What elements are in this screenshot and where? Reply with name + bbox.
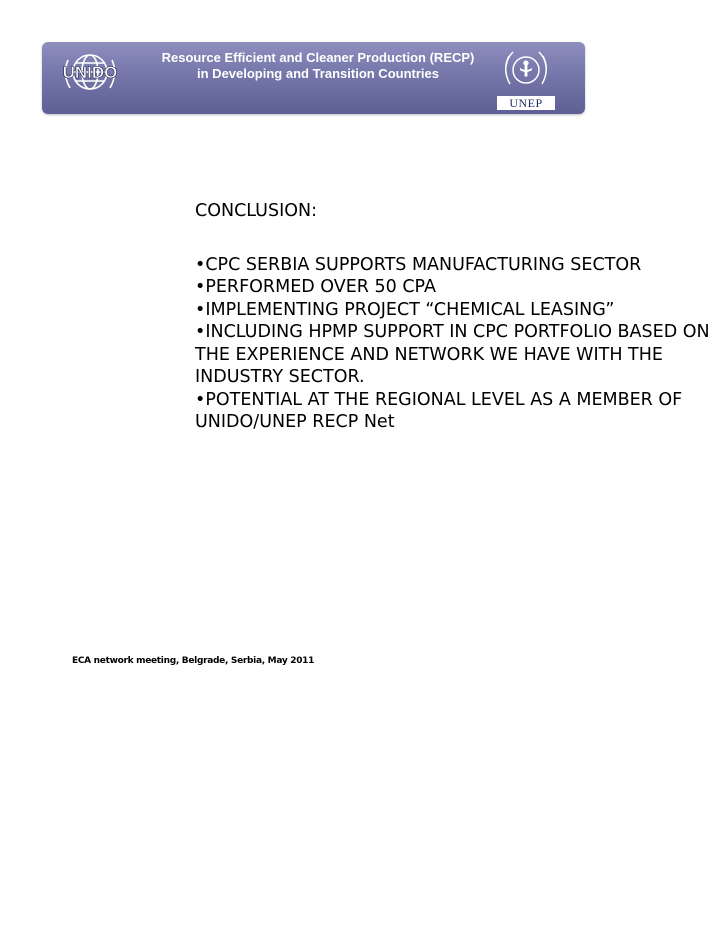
banner-title-line2: in Developing and Transition Countries bbox=[197, 66, 439, 81]
header-banner bbox=[42, 42, 585, 114]
body-line: •POTENTIAL AT THE REGIONAL LEVEL AS A MEMBER OF bbox=[195, 389, 683, 410]
conclusion-heading: CONCLUSION: bbox=[195, 201, 318, 221]
body-line: THE EXPERIENCE AND NETWORK WE HAVE WITH THE bbox=[195, 344, 663, 365]
body-line: •INCLUDING HPMP SUPPORT IN CPC PORTFOLIO BASED ON bbox=[195, 322, 710, 342]
unep-logo bbox=[497, 46, 555, 110]
banner-title-line1: Resource Efficient and Cleaner Production (RECP) bbox=[161, 50, 475, 65]
slide-body bbox=[195, 200, 728, 434]
unep-emblem-icon bbox=[497, 46, 555, 96]
body-line: INDUSTRY SECTOR. bbox=[195, 367, 365, 387]
unido-logo bbox=[54, 48, 126, 106]
body-line: UNIDO/UNEP RECP Net bbox=[195, 412, 395, 432]
footer-text: ECA network meeting, Belgrade, Serbia, May 2011 bbox=[72, 656, 315, 666]
unep-logo-text: UNEP bbox=[497, 96, 555, 110]
body-line: •IMPLEMENTING PROJECT “CHEMICAL LEASING” bbox=[195, 299, 615, 320]
body-line: •PERFORMED OVER 50 CPA bbox=[195, 277, 436, 297]
unido-logo-text: UNIDO bbox=[62, 63, 118, 82]
banner-title bbox=[138, 50, 498, 82]
body-line: •CPC SERBIA SUPPORTS MANUFACTURING SECTOR bbox=[195, 254, 642, 275]
